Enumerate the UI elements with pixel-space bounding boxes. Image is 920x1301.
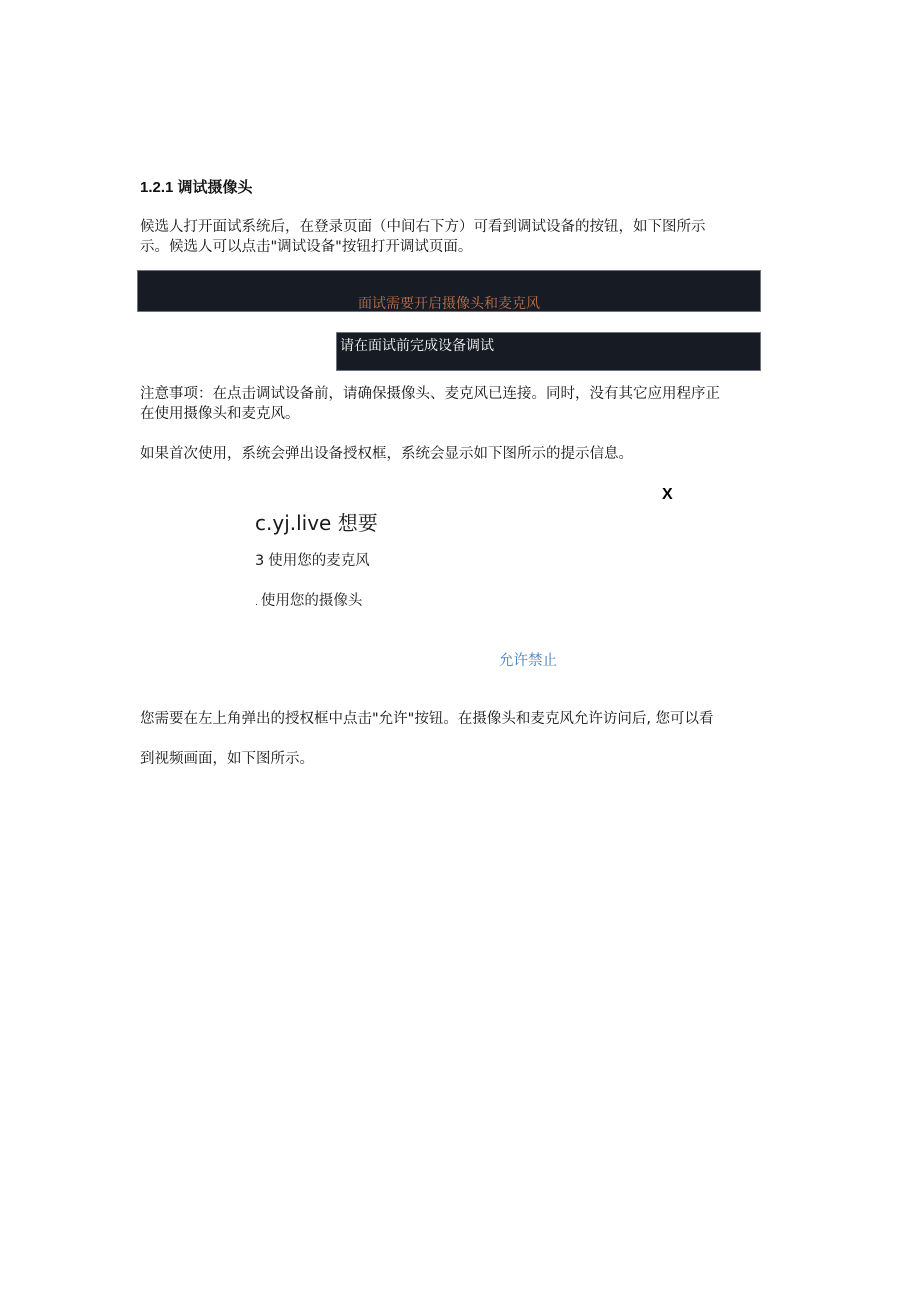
permission-label: 使用您的麦克风 xyxy=(268,553,370,569)
first-use-line: 如果首次使用，系统会弹出设备授权框，系统会显示如下图所示的提示信息。 xyxy=(140,446,633,462)
section-heading: 1.2.1 调试摄像头 xyxy=(140,179,253,196)
note-line-1: 注意事项：在点击调试设备前，请确保摄像头、麦克风已连接。同时，没有其它应用程序正 xyxy=(140,386,720,402)
device-test-notice xyxy=(336,332,761,371)
after-line-1: 您需要在左上角弹出的授权框中点击"允许"按钮。在摄像头和麦克风允许访问后, 您可以看 xyxy=(140,711,714,727)
permission-label: 使用您的摄像头 xyxy=(260,593,363,609)
close-icon[interactable]: X xyxy=(662,486,673,503)
camera-mic-banner xyxy=(137,270,761,312)
device-test-notice-text: 请在面试前完成设备调试 xyxy=(340,338,494,354)
permission-bullet: . xyxy=(255,598,258,608)
intro-line-1: 候选人打开面试系统后，在登录页面（中间右下方）可看到调试设备的按钮，如下图所示 xyxy=(140,219,706,235)
permission-item-microphone xyxy=(255,549,370,570)
intro-line-2: 示。候选人可以点击"调试设备"按钮打开调试页面。 xyxy=(140,239,473,255)
dialog-title: c.yj.live 想要 xyxy=(255,511,378,535)
permission-bullet: 3 xyxy=(255,553,265,569)
camera-mic-banner-text: 面试需要开启摄像头和麦克风 xyxy=(358,296,540,312)
permission-item-camera xyxy=(255,589,362,610)
allow-button[interactable]: 允许 xyxy=(499,653,528,669)
after-line-2: 到视频画面，如下图所示。 xyxy=(140,751,314,767)
dialog-actions xyxy=(499,649,557,670)
note-line-2: 在使用摄像头和麦克风。 xyxy=(140,406,300,422)
deny-button[interactable]: 禁止 xyxy=(528,653,557,669)
